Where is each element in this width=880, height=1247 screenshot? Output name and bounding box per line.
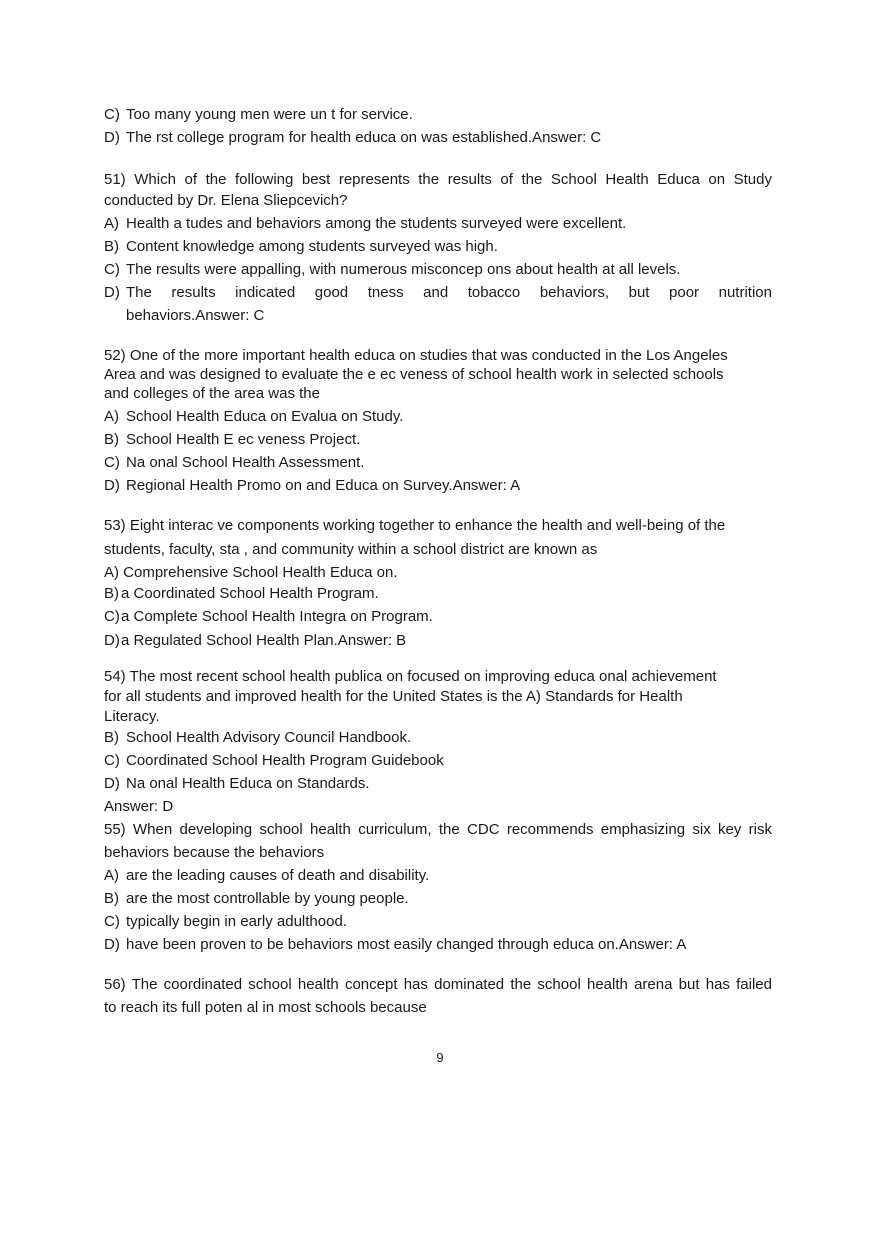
option-letter: D): [104, 477, 120, 494]
option-letter: A): [104, 867, 119, 884]
option-letter: B): [104, 431, 119, 448]
q55-option-d: [104, 935, 686, 955]
q52-option-a: [104, 407, 403, 427]
option-text: have been proven to be behaviors most easily changed through educa on.Answer: A: [126, 936, 687, 953]
q55-option-b: [104, 889, 409, 909]
page-number: 9: [436, 1050, 444, 1065]
q51-option-b: [104, 237, 498, 257]
option-text: Na onal Health Educa on Standards.: [126, 775, 370, 792]
option-letter: B): [104, 238, 119, 255]
question-54-text: 54) The most recent school health publica on focused on improving educa onal achievement: [104, 668, 717, 685]
option-letter: D): [104, 775, 120, 792]
question-55-text: 55) When developing school health curriculum, the CDC recommends emphasizing six key risk: [104, 821, 772, 838]
option-letter: B): [104, 729, 119, 746]
question-53-text: 53) Eight interac ve components working together to enhance the health and well-being of the: [104, 517, 726, 534]
question-52-text-cont2: and colleges of the area was the: [104, 385, 320, 402]
q52-option-c: [104, 453, 364, 473]
question-52-text-cont: Area and was designed to evaluate the e ec veness of school health work in selected schools: [104, 366, 724, 383]
option-letter: A): [104, 408, 119, 425]
q54-option-d: [104, 774, 370, 794]
option-text: typically begin in early adulthood.: [126, 913, 347, 930]
option-text: Content knowledge among students surveyed was high.: [126, 238, 498, 255]
q55-option-c: [104, 912, 347, 932]
q52-option-d: [104, 476, 520, 496]
option-letter: C): [104, 261, 120, 278]
option-text: Regional Health Promo on and Educa on Survey.Answer: A: [126, 477, 521, 494]
option-text: Na onal School Health Assessment.: [126, 454, 365, 471]
q53-option-d: [104, 631, 406, 651]
option-text: The results were appalling, with numerous misconcep ons about health at all levels.: [126, 261, 681, 278]
option-letter: C): [104, 608, 120, 625]
option-letter: D): [104, 129, 120, 146]
q53-option-a: A) Comprehensive School Health Educa on.: [104, 564, 398, 581]
question-56-text: 56) The coordinated school health concept has dominated the school health arena but has failed: [104, 976, 772, 993]
q51-option-d-cont: behaviors.Answer: C: [126, 307, 265, 324]
option-letter: A): [104, 215, 119, 232]
q54-answer: Answer: D: [104, 798, 174, 815]
question-53-text-cont: students, faculty, sta , and community within a school district are known as: [104, 541, 598, 558]
option-text: Too many young men were un t for service.: [126, 106, 413, 123]
question-51-text-cont: conducted by Dr. Elena Sliepcevich?: [104, 192, 348, 209]
option-c: [104, 105, 413, 125]
option-letter: B): [104, 585, 119, 602]
option-text: a Coordinated School Health Program.: [121, 585, 379, 602]
option-text: Health a tudes and behaviors among the students surveyed were excellent.: [126, 215, 627, 232]
q55-option-a: [104, 866, 429, 886]
option-letter: C): [104, 913, 120, 930]
option-text: Coordinated School Health Program Guidebook: [126, 752, 444, 769]
q54-option-c: [104, 751, 444, 771]
question-55-text-cont: behaviors because the behaviors: [104, 844, 325, 861]
option-text: School Health Educa on Evalua on Study.: [126, 408, 404, 425]
option-letter: D): [104, 632, 120, 649]
option-letter: D): [104, 284, 120, 301]
q51-option-a: [104, 214, 626, 234]
question-52-text: 52) One of the more important health educa on studies that was conducted in the Los Angeles: [104, 347, 728, 364]
question-54-text-cont2: Literacy.: [104, 708, 160, 725]
q53-option-c: [104, 607, 433, 627]
option-text: The rst college program for health educa on was established.Answer: C: [126, 129, 602, 146]
option-letter: C): [104, 454, 120, 471]
option-text: are the most controllable by young people.: [126, 890, 409, 907]
q51-option-c: [104, 260, 680, 280]
question-56-text-cont: to reach its full poten al in most schools because: [104, 999, 427, 1016]
option-text: a Complete School Health Integra on Program.: [121, 608, 433, 625]
option-d: [104, 128, 601, 148]
option-text: The results indicated good tness and tobacco behaviors, but poor nutrition: [126, 284, 772, 301]
q51-option-d: [104, 283, 772, 303]
option-letter: C): [104, 752, 120, 769]
question-54-text-cont: for all students and improved health for the United States is the A) Standards for Health: [104, 688, 683, 705]
q54-option-b: [104, 728, 411, 748]
option-text: a Regulated School Health Plan.Answer: B: [121, 632, 407, 649]
option-text: are the leading causes of death and disability.: [126, 867, 430, 884]
option-letter: B): [104, 890, 119, 907]
option-text: School Health E ec veness Project.: [126, 431, 361, 448]
q53-option-b: [104, 584, 379, 604]
question-51-text: 51) Which of the following best represents the results of the School Health Educa on Study: [104, 171, 772, 188]
option-text: School Health Advisory Council Handbook.: [126, 729, 412, 746]
q52-option-b: [104, 430, 360, 450]
option-letter: D): [104, 936, 120, 953]
option-letter: C): [104, 106, 120, 123]
